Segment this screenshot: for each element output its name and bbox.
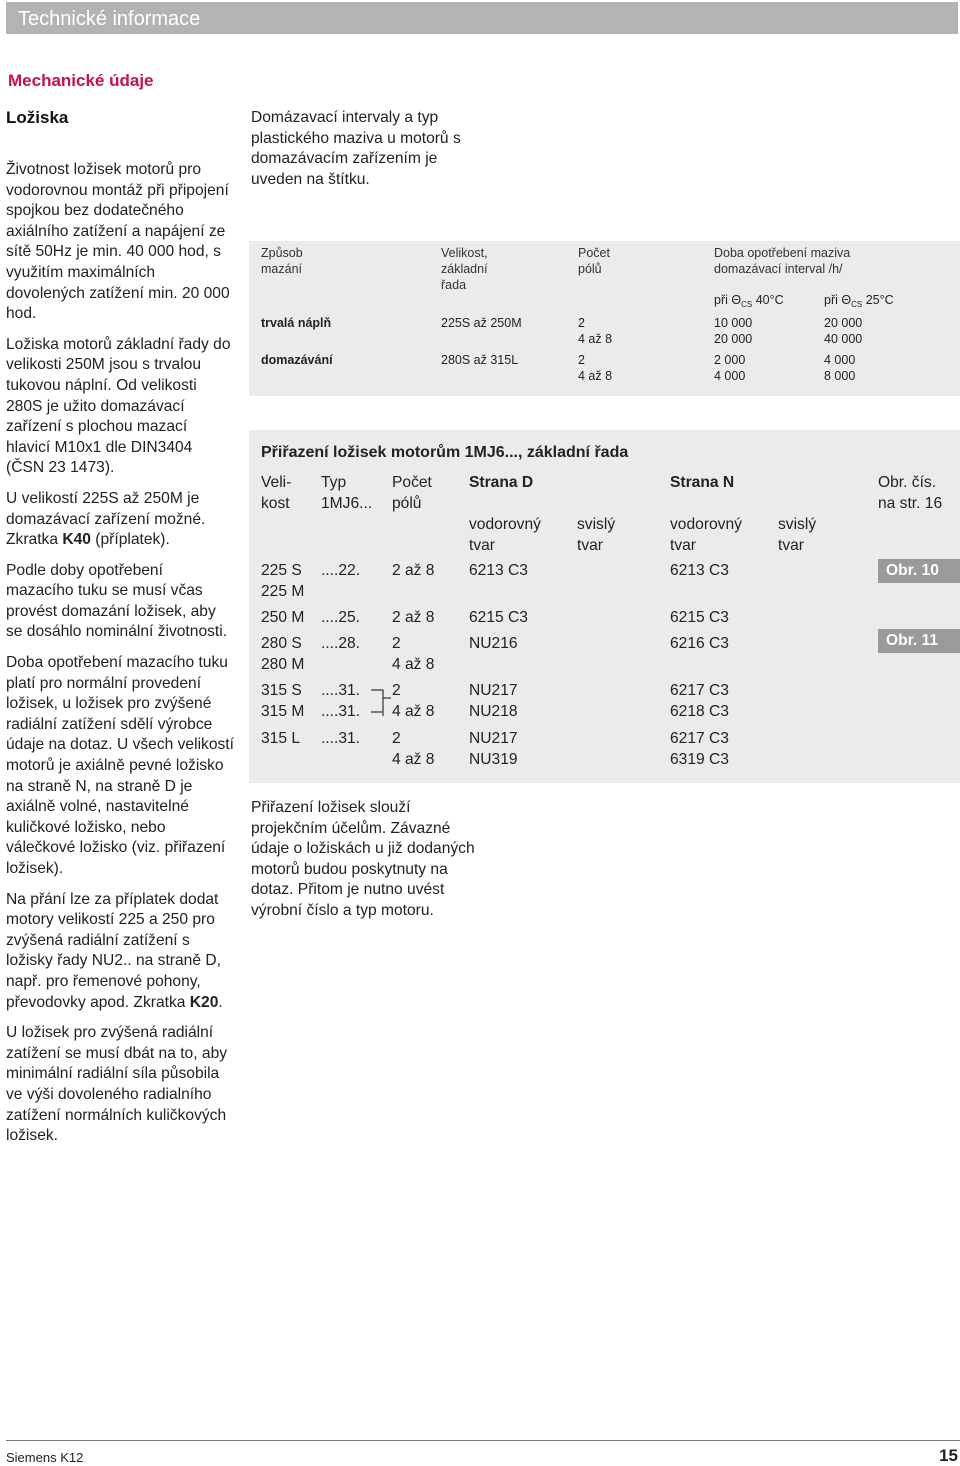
bracket-connector [367,688,393,720]
footer-rule [6,1440,960,1441]
col-header-side-d: Strana D [469,474,534,491]
col-header-type: Typ 1MJ6... [321,474,373,512]
cell-size: 280 S [261,635,302,652]
col-header-t40: při $\Theta_{CS}$ 40°C [714,293,784,309]
col-header-poles: Počet pólů [578,246,610,276]
cell-size: 315 L [261,730,301,747]
cell-type: ....31. [321,703,361,720]
col-header-d-vertical: svislý tvar [577,516,616,554]
cell-d: NU218 [469,703,518,720]
cell-d: NU217 [469,730,518,747]
col-header-fig: Obr. čís. na str. 16 [878,474,943,512]
lube-v40: 2 000 [714,353,746,367]
paragraph: Doba opotřebení mazacího tuku platí pro normální provedení ložisek, u ložisek pro zvýšené radiální zatížení sdělí výrobce údaje na dotaz. U všech velikostí motorů je axiálně pevné ložisko na straně N, na straně D je axiálně volné, nastavitelné kuličkové ložisko, nebo válečkové ložisko (viz. přiřazení ložisek). [6,654,234,877]
cell-type: ....31. [321,682,361,699]
lube-v40: 10 000 [714,316,753,330]
lube-v25: 40 000 [824,332,863,346]
col-header-d-horizontal: vodorovný tvar [469,516,541,554]
cell-n: 6216 C3 [670,635,729,652]
lube-poles: 4 až 8 [578,369,613,383]
lube-poles: 2 [578,316,585,330]
header-title: Technické informace [18,8,201,30]
cell-poles: 2 [392,635,401,652]
cell-poles: 2 až 8 [392,609,435,626]
lube-method: trvalá náplň [261,316,332,330]
cell-size: 280 M [261,656,305,673]
footer-catalog: Siemens K12 [6,1450,84,1465]
col-header-interval: Doba opotřebení maziva domazávací interval /h/ [714,246,851,276]
code-k20: K20 [189,993,219,1011]
bearing-table-title: Přiřazení ložisek motorům 1MJ6..., základní řada [261,444,629,461]
cell-poles: 2 až 8 [392,562,435,579]
paragraph-text: Na přání lze za příplatek dodat motory velikostí 225 a 250 pro zvýšená radiální zatížení s ložisky řady NU2.. na straně D, např. pro řemenové pohony, převodovky apod. Zkratka [6,890,221,1011]
lube-v40: 4 000 [714,369,746,383]
paragraph-suffix: (příplatek). [95,531,170,549]
lube-poles: 2 [578,353,585,367]
cell-n: 6217 C3 [670,682,729,699]
left-column [6,160,234,1157]
paragraph: U ložisek pro zvýšená radiální zatížení se musí dbát na to, aby minimální radiální síla působila ve výši dovoleného radialního zatížení normálních kuličkových ložisek. [6,1024,228,1145]
cell-type: ....31. [321,730,361,747]
paragraph [6,489,234,551]
cell-d: NU217 [469,682,518,699]
header-bar [6,2,958,34]
bearing-table [249,430,960,783]
col-header-t25: při $\Theta_{CS}$ 25°C [824,293,894,309]
cell-type: ....22. [321,562,361,579]
lube-v25: 20 000 [824,316,863,330]
cell-n: 6213 C3 [670,562,729,579]
section-title: Mechanické údaje [8,71,154,90]
fig-badge: Obr. 11 [878,629,960,653]
cell-n: 6217 C3 [670,730,729,747]
bearings-heading: Ložiska [6,108,69,127]
lube-table [249,241,960,396]
paragraph [6,890,234,1014]
col-header-method: Způsob mazání [261,246,303,276]
cell-poles: 2 [392,730,401,747]
cell-size: 225 M [261,583,305,600]
lube-size: 225S až 250M [441,316,522,330]
paragraph-text: U velikostí 225S až 250M je domazávací zařízení možné. Zkratka [6,489,206,549]
cell-type: ....25. [321,609,361,626]
paragraph: Životnost ložisek motorů pro vodorovnou montáž při připojení spojkou bez dodatečného axiálního zatížení a napájení ze sítě 50Hz je min. 40 000 hod, s využitím maximálních dovolených zatížení min. 20 000 hod. [6,161,230,323]
bearing-note: Přiřazení ložisek slouží projekčním účelům. Závazné údaje o ložiskách u již dodaných motorů budou poskytnuty na dotaz. Přitom je nutno uvést výrobní číslo a typ motoru. [251,799,475,919]
fig-badge: Obr. 10 [878,559,960,583]
col-header-side-n: Strana N [670,474,735,491]
cell-size: 315 M [261,703,305,720]
cell-poles: 4 až 8 [392,703,435,720]
lube-method: domazávání [261,353,333,367]
cell-d: 6215 C3 [469,609,528,626]
cell-poles: 2 [392,682,401,699]
cell-poles: 4 až 8 [392,656,435,673]
lube-size: 280S až 315L [441,353,519,367]
lube-intro: Domázavací intervaly a typ plastického maziva u motorů s domazávacím zařízením je uveden na štítku. [251,109,461,188]
code-k40: K40 [62,531,91,549]
cell-d: NU319 [469,751,518,768]
col-header-poles: Počet pólů [392,474,432,512]
col-header-n-vertical: svislý tvar [778,516,817,554]
lube-v25: 8 000 [824,369,856,383]
cell-d: 6213 C3 [469,562,528,579]
lube-v25: 4 000 [824,353,856,367]
cell-n: 6319 C3 [670,751,729,768]
lube-v40: 20 000 [714,332,753,346]
paragraph: Podle doby opotřebení mazacího tuku se musí včas provést domazání ložisek, aby se dosáhlo nominální životnosti. [6,561,228,641]
cell-type: ....28. [321,635,361,652]
col-header-size: Veli- kost [261,474,292,512]
page-number: 15 [939,1446,958,1465]
cell-size: 250 M [261,609,305,626]
cell-poles: 4 až 8 [392,751,435,768]
paragraph: Ložiska motorů základní řady do velikosti 250M jsou s trvalou tukovou náplní. Od velikosti 280S je užito domazávací zařízení s plochou mazací hlavicí M10x1 dle DIN3404 (ČSN 23 1473). [6,335,231,477]
cell-n: 6218 C3 [670,703,729,720]
cell-n: 6215 C3 [670,609,729,626]
col-header-n-horizontal: vodorovný tvar [670,516,742,554]
cell-d: NU216 [469,635,518,652]
cell-size: 315 S [261,682,302,699]
cell-size: 225 S [261,562,302,579]
paragraph-suffix: . [218,993,223,1011]
lube-poles: 4 až 8 [578,332,613,346]
col-header-size: Velikost, základní řada [441,246,488,292]
